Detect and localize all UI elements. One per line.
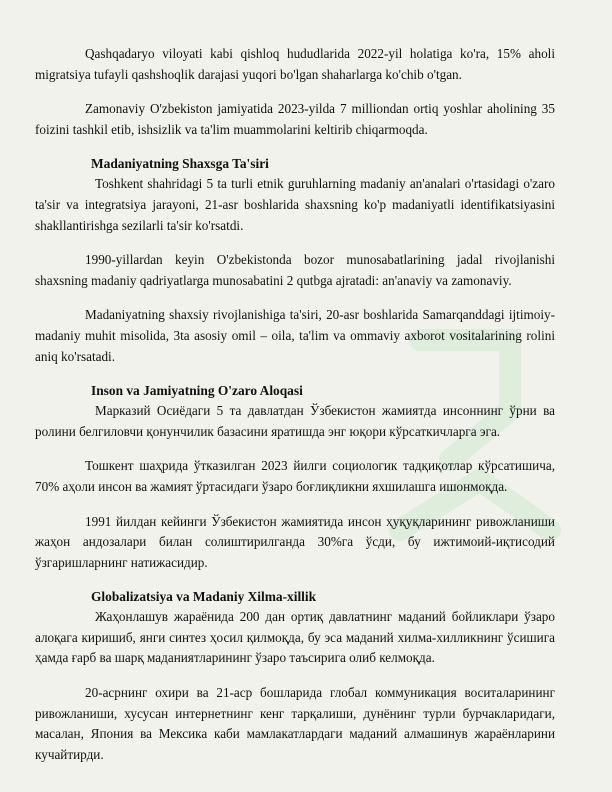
paragraph: Тошкент шаҳрида ўтказилган 2023 йилги социологик тадқиқотлар кўрсатишича, 70% аҳоли инсон ва жамият ўртасидаги ўзаро боғлиқликни яхшилашга ишонмоқда.: [35, 458, 555, 494]
paragraph: Жаҳонлашув жараёнида 200 дан ортиқ давлатнинг маданий бойликлари ўзаро алоқага киришиб, янги синтез ҳосил қилмоқда, бу эса маданий хилма-хилликнинг ўсишига ҳамда ғарб ва шарқ маданиятларининг ўзаро таъсирига олиб келмоқда.: [35, 609, 555, 666]
paragraph: Zamonaviy O'zbekiston jamiyatida 2023-yilda 7 milliondan ortiq yoshlar aholining 35 foizini tashkil etib, ishsizlik va ta'lim muammolarini keltirib chiqarmoqda.: [35, 101, 555, 137]
paragraph: 1991 йилдан кейинги Ўзбекистон жамиятида инсон ҳуқуқларининг ривожланиши жаҳон андозалари билан солиштирилганда 30%га ўсди, бу ижтимоий-иқтисодий ўзгаришларнинг натижасидир.: [35, 513, 555, 570]
paragraph: 1990-yillardan keyin O'zbekistonda bozor munosabatlarining jadal rivojlanishi shaxsning madaniy qadriyatlarga munosabatini 2 qutbga ajratadi: an'anaviy va zamonaviy.: [35, 252, 555, 288]
document-body: [35, 44, 555, 779]
paragraph: Qashqadaryo viloyati kabi qishloq hududlarida 2022-yil holatiga ko'ra, 15% aholi migratsiya tufayli qashshoqlik darajasi yuqori bo'lgan shaharlarga ko'chib o'tgan.: [35, 46, 555, 82]
section-heading: Globalizatsiya va Madaniy Xilma-xillik: [91, 589, 317, 605]
paragraph: 20-асрнинг охири ва 21-аср бошларида глобал коммуникация воситаларининг ривожланиши, хусусан интернетнинг кенг тарқалиши, дунёнинг турли бурчакларидаги, масалан, Япония ва Мексика каби мамлакатлардаги маданий алмашинув жараёнларини кучайтирди.: [35, 685, 555, 762]
paragraph: Toshkent shahridagi 5 ta turli etnik guruhlarning madaniy an'analari o'rtasidagi o'zaro ta'sir va integratsiya jarayoni, 21-asr boshlarida shaxsning ko'p madaniyatli identifikatsiyasini shakllantirishga sezilarli ta'sir ko'rsatdi.: [35, 176, 555, 233]
paragraph: Марказий Осиёдаги 5 та давлатдан Ўзбекистон жамиятда инсоннинг ўрни ва ролини белгиловчи қонунчилик базасини яратишда энг юқори кўрсаткичларга эга.: [35, 403, 555, 439]
paragraph: Madaniyatning shaxsiy rivojlanishiga ta'siri, 20-asr boshlarida Samarqanddagi ijtimoiy-madaniy muhit misolida, 3ta asosiy omil – oila, ta'lim va ommaviy axborot vositalarining rolini aniq ko'rsatadi.: [35, 307, 555, 364]
section-heading: Inson va Jamiyatning O'zaro Aloqasi: [91, 383, 303, 399]
section-heading: Madaniyatning Shaxsga Ta'siri: [91, 156, 269, 172]
